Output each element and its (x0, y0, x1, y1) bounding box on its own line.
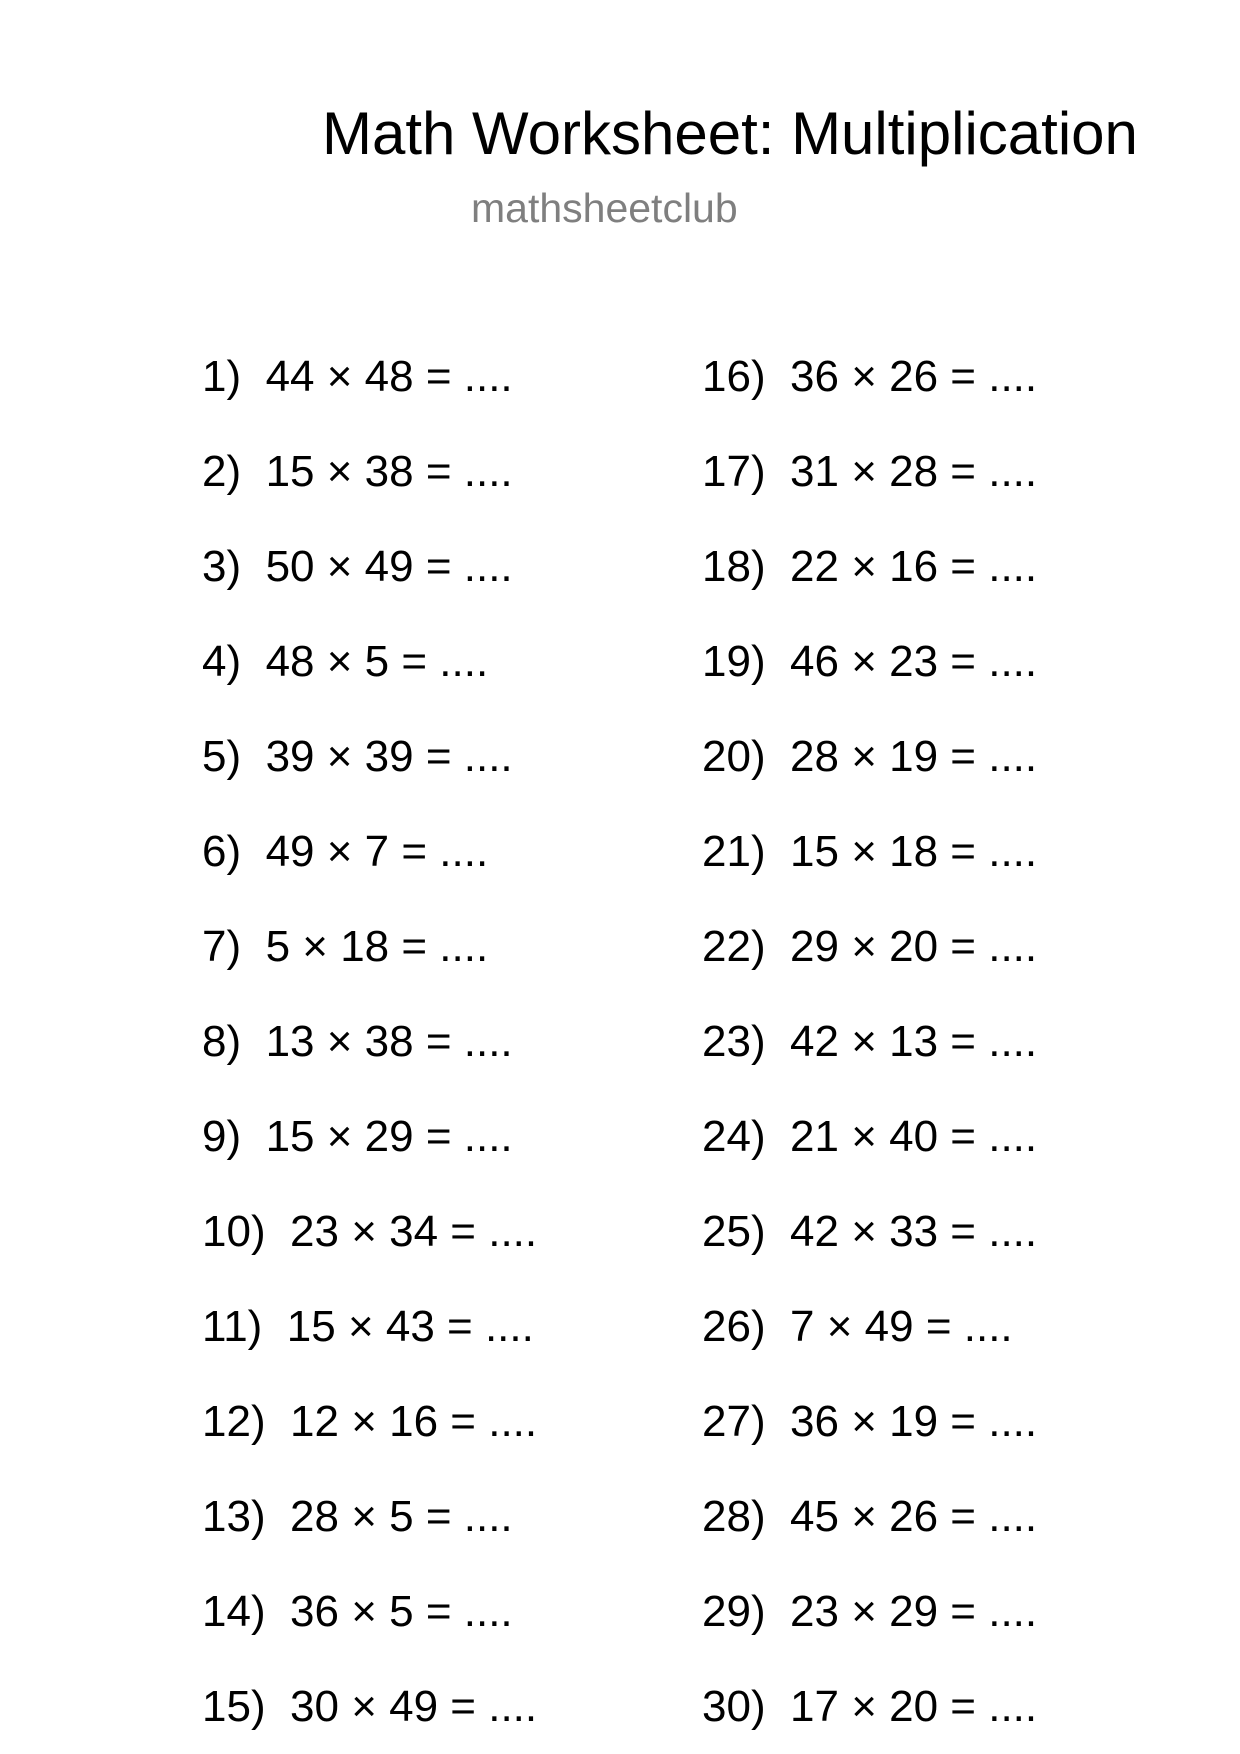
problem-number: 10) (202, 1207, 266, 1256)
problem-number: 6) (202, 827, 242, 876)
problem-expression: 30 × 49 = .... (290, 1682, 538, 1731)
problem-gap (241, 637, 265, 686)
problem-number: 28) (702, 1492, 766, 1541)
problem-number: 4) (202, 637, 242, 686)
problem-gap (766, 1207, 790, 1256)
problem-item (702, 1112, 1038, 1161)
problem-number: 25) (702, 1207, 766, 1256)
problem-number: 17) (702, 447, 766, 496)
problem-number: 21) (702, 827, 766, 876)
problem-number: 12) (202, 1397, 266, 1446)
problem-number: 2) (202, 447, 242, 496)
problem-number: 30) (702, 1682, 766, 1731)
problem-item (202, 447, 513, 496)
problem-gap (266, 1207, 290, 1256)
problem-number: 29) (702, 1587, 766, 1636)
problem-gap (266, 1397, 290, 1446)
problem-gap (766, 352, 790, 401)
problem-item (202, 1397, 538, 1446)
problem-gap (766, 1017, 790, 1066)
problem-expression: 15 × 43 = .... (286, 1302, 534, 1351)
problem-expression: 36 × 26 = .... (790, 352, 1038, 401)
problem-gap (241, 352, 265, 401)
problem-number: 13) (202, 1492, 266, 1541)
problem-gap (766, 827, 790, 876)
problem-gap (766, 1397, 790, 1446)
problem-item (702, 1587, 1038, 1636)
problem-number: 3) (202, 542, 242, 591)
problem-item (202, 1112, 513, 1161)
problem-item (202, 1587, 513, 1636)
problem-gap (241, 1017, 265, 1066)
problem-number: 16) (702, 352, 766, 401)
problem-expression: 44 × 48 = .... (265, 352, 513, 401)
problem-number: 20) (702, 732, 766, 781)
problem-gap (241, 732, 265, 781)
problem-number: 22) (702, 922, 766, 971)
problem-gap (241, 922, 265, 971)
problem-gap (266, 1587, 290, 1636)
problem-item (702, 1017, 1038, 1066)
problem-item (202, 827, 489, 876)
problem-expression: 15 × 38 = .... (265, 447, 513, 496)
problem-expression: 29 × 20 = .... (790, 922, 1038, 971)
problem-number: 7) (202, 922, 242, 971)
problem-gap (766, 1492, 790, 1541)
problem-item (702, 1492, 1038, 1541)
problem-expression: 15 × 29 = .... (265, 1112, 513, 1161)
problem-expression: 50 × 49 = .... (265, 542, 513, 591)
problem-gap (266, 1682, 290, 1731)
problem-expression: 48 × 5 = .... (265, 637, 489, 686)
problem-item (202, 1207, 538, 1256)
problem-item (202, 352, 513, 401)
problem-expression: 13 × 38 = .... (265, 1017, 513, 1066)
problem-item (202, 1017, 513, 1066)
problem-expression: 23 × 29 = .... (790, 1587, 1038, 1636)
worksheet-subtitle: mathsheetclub (471, 185, 738, 231)
problem-expression: 21 × 40 = .... (790, 1112, 1038, 1161)
problem-gap (262, 1302, 286, 1351)
problem-item (202, 732, 513, 781)
problem-gap (241, 447, 265, 496)
problem-expression: 28 × 19 = .... (790, 732, 1038, 781)
problem-expression: 45 × 26 = .... (790, 1492, 1038, 1541)
problem-item (202, 542, 513, 591)
problem-item (702, 542, 1038, 591)
problem-number: 15) (202, 1682, 266, 1731)
problem-number: 26) (702, 1302, 766, 1351)
problem-number: 23) (702, 1017, 766, 1066)
problem-number: 8) (202, 1017, 242, 1066)
problem-item (202, 1492, 513, 1541)
problem-gap (766, 1587, 790, 1636)
problem-item (702, 922, 1038, 971)
problem-number: 9) (202, 1112, 242, 1161)
problem-gap (766, 542, 790, 591)
problem-expression: 36 × 5 = .... (290, 1587, 513, 1636)
problem-item (202, 922, 489, 971)
problem-expression: 28 × 5 = .... (290, 1492, 513, 1541)
problem-expression: 36 × 19 = .... (790, 1397, 1038, 1446)
problem-item (702, 1682, 1038, 1731)
problem-item (702, 1302, 1013, 1351)
problem-item (702, 1207, 1038, 1256)
problem-item (702, 732, 1038, 781)
problem-number: 14) (202, 1587, 266, 1636)
problem-item (202, 1302, 534, 1351)
problem-expression: 15 × 18 = .... (790, 827, 1038, 876)
problem-number: 27) (702, 1397, 766, 1446)
problem-gap (766, 1112, 790, 1161)
problem-gap (266, 1492, 290, 1541)
problem-gap (766, 447, 790, 496)
problem-gap (766, 1302, 790, 1351)
problem-expression: 7 × 49 = .... (790, 1302, 1013, 1351)
problem-expression: 42 × 13 = .... (790, 1017, 1038, 1066)
problem-expression: 49 × 7 = .... (265, 827, 489, 876)
problem-item (702, 447, 1038, 496)
problem-number: 24) (702, 1112, 766, 1161)
problem-item (702, 352, 1038, 401)
problem-gap (766, 637, 790, 686)
problem-item (702, 1397, 1038, 1446)
problem-expression: 42 × 33 = .... (790, 1207, 1038, 1256)
problem-gap (241, 1112, 265, 1161)
problem-expression: 17 × 20 = .... (790, 1682, 1038, 1731)
problem-item (702, 637, 1038, 686)
problem-gap (766, 1682, 790, 1731)
problem-gap (241, 827, 265, 876)
problem-gap (241, 542, 265, 591)
problem-expression: 23 × 34 = .... (290, 1207, 538, 1256)
problem-item (202, 637, 489, 686)
problem-number: 11) (202, 1302, 263, 1351)
problem-expression: 12 × 16 = .... (290, 1397, 538, 1446)
problem-expression: 46 × 23 = .... (790, 637, 1038, 686)
problem-number: 19) (702, 637, 766, 686)
problem-gap (766, 922, 790, 971)
problem-expression: 31 × 28 = .... (790, 447, 1038, 496)
problem-number: 18) (702, 542, 766, 591)
problem-gap (766, 732, 790, 781)
problem-item (702, 827, 1038, 876)
problem-expression: 22 × 16 = .... (790, 542, 1038, 591)
worksheet-title: Math Worksheet: Multiplication (322, 100, 1138, 167)
problem-number: 5) (202, 732, 242, 781)
problem-item (202, 1682, 538, 1731)
problem-expression: 39 × 39 = .... (265, 732, 513, 781)
problem-number: 1) (202, 352, 242, 401)
problem-expression: 5 × 18 = .... (265, 922, 489, 971)
